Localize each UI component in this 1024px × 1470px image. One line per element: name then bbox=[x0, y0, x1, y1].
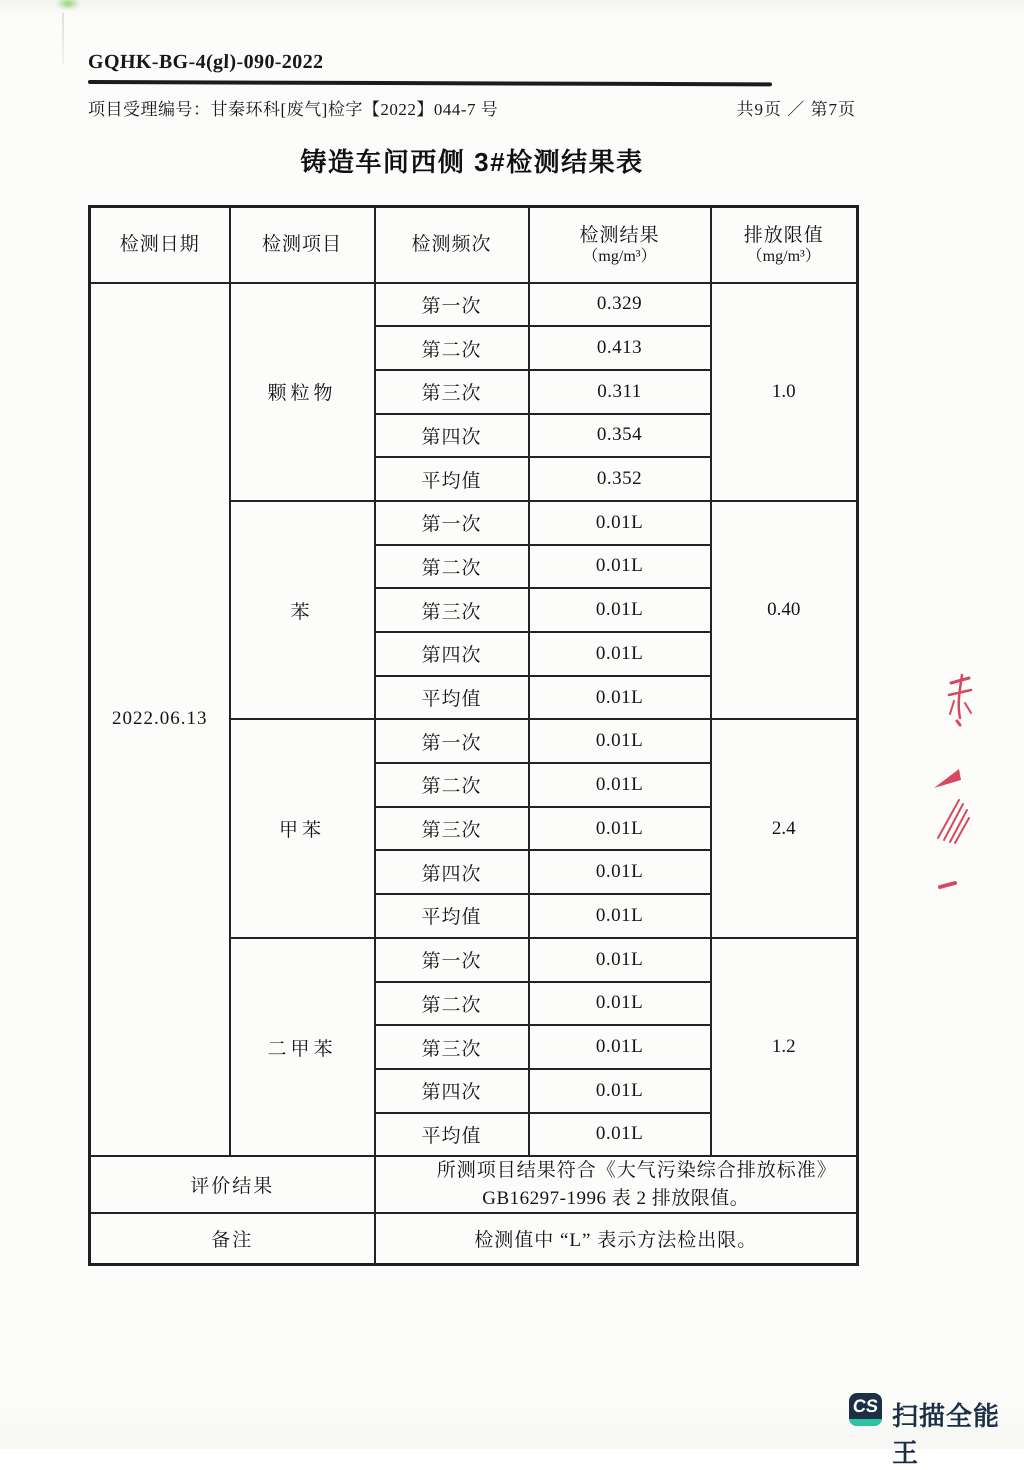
col-header-result-label: 检测结果 bbox=[579, 225, 660, 247]
scan-artifact-green-smudge bbox=[56, 0, 80, 10]
result-cell: 0.01L bbox=[529, 545, 711, 589]
result-cell: 0.01L bbox=[529, 719, 711, 763]
freq-cell: 第一次 bbox=[375, 719, 529, 763]
col-header-item bbox=[230, 207, 375, 283]
result-cell: 0.01L bbox=[529, 894, 711, 938]
camscanner-logo-teal-strip bbox=[849, 1419, 882, 1426]
freq-cell: 第四次 bbox=[375, 632, 529, 676]
evaluation-label: 评价结果 bbox=[90, 1156, 375, 1213]
item-cell-particulate: 颗粒物 bbox=[230, 283, 375, 501]
freq-cell: 第四次 bbox=[375, 414, 529, 458]
col-header-frequency-label: 检测频次 bbox=[411, 233, 492, 255]
result-cell: 0.352 bbox=[529, 457, 711, 501]
result-cell: 0.01L bbox=[529, 850, 711, 894]
freq-cell: 第二次 bbox=[375, 545, 529, 589]
col-header-limit-label: 排放限值 bbox=[743, 225, 824, 247]
result-cell: 0.01L bbox=[529, 938, 711, 982]
freq-cell: 第三次 bbox=[375, 1025, 529, 1069]
freq-cell: 第四次 bbox=[375, 850, 529, 894]
evaluation-content bbox=[375, 1156, 858, 1213]
result-cell: 0.01L bbox=[529, 807, 711, 851]
limit-cell-particulate: 1.0 bbox=[711, 283, 858, 501]
limit-cell-toluene: 2.4 bbox=[711, 719, 858, 937]
col-header-item-label: 检测项目 bbox=[261, 233, 342, 255]
item-cell-toluene: 甲苯 bbox=[230, 719, 375, 937]
col-header-limit bbox=[711, 207, 858, 283]
freq-cell: 第二次 bbox=[375, 326, 529, 370]
col-header-result bbox=[529, 207, 711, 283]
results-table bbox=[88, 205, 859, 1266]
evaluation-line-1: 所测项目结果符合《大气污染综合排放标准》 bbox=[436, 1160, 837, 1182]
freq-cell: 第三次 bbox=[375, 588, 529, 632]
freq-cell: 第一次 bbox=[375, 283, 529, 327]
result-cell: 0.01L bbox=[529, 632, 711, 676]
col-header-result-unit: （mg/m³） bbox=[582, 247, 657, 265]
freq-cell: 第二次 bbox=[375, 982, 529, 1026]
remark-content: 检测值中 “L” 表示方法检出限。 bbox=[375, 1213, 858, 1264]
table-row bbox=[90, 283, 858, 327]
freq-cell: 第一次 bbox=[375, 501, 529, 545]
doc-code: GQHK-BG-4(gl)-090-2022 bbox=[87, 51, 324, 73]
result-cell: 0.354 bbox=[529, 414, 711, 458]
date-cell: 2022.06.13 bbox=[90, 283, 230, 1157]
camscanner-logo-text: CS bbox=[851, 1396, 880, 1416]
result-cell: 0.311 bbox=[529, 370, 711, 414]
result-cell: 0.329 bbox=[529, 283, 711, 327]
red-stamp-fragment bbox=[924, 668, 994, 903]
col-header-date-label: 检测日期 bbox=[119, 233, 200, 255]
result-cell: 0.01L bbox=[529, 982, 711, 1026]
result-cell: 0.01L bbox=[529, 1025, 711, 1069]
freq-cell: 第一次 bbox=[375, 938, 529, 982]
item-cell-xylene: 二甲苯 bbox=[230, 938, 375, 1156]
freq-cell: 平均值 bbox=[375, 676, 529, 720]
scan-artifact-fold-line bbox=[62, 13, 64, 65]
table-header-row bbox=[90, 207, 858, 283]
item-cell-benzene: 苯 bbox=[230, 501, 375, 719]
evaluation-row bbox=[90, 1156, 858, 1213]
page-indicator: 共9页 ／ 第7页 bbox=[736, 100, 856, 119]
freq-cell: 第三次 bbox=[375, 807, 529, 851]
remark-label: 备注 bbox=[90, 1213, 375, 1264]
col-header-date bbox=[90, 207, 230, 283]
freq-cell: 平均值 bbox=[375, 894, 529, 938]
result-cell: 0.01L bbox=[529, 501, 711, 545]
col-header-frequency bbox=[375, 207, 529, 283]
result-cell: 0.01L bbox=[529, 763, 711, 807]
col-header-limit-unit: （mg/m³） bbox=[746, 247, 821, 265]
result-cell: 0.01L bbox=[529, 588, 711, 632]
camscanner-brand-name: 扫描全能王 bbox=[892, 1401, 1001, 1468]
header-rule bbox=[88, 80, 772, 86]
result-cell: 0.01L bbox=[529, 1113, 711, 1157]
result-cell: 0.01L bbox=[529, 1069, 711, 1113]
remark-row bbox=[90, 1213, 858, 1264]
limit-cell-xylene: 1.2 bbox=[711, 938, 858, 1156]
freq-cell: 平均值 bbox=[375, 1113, 529, 1157]
evaluation-line-2: GB16297-1996 表 2 排放限值。 bbox=[482, 1187, 750, 1209]
freq-cell: 第二次 bbox=[375, 763, 529, 807]
result-cell: 0.01L bbox=[529, 676, 711, 720]
camscanner-logo-icon bbox=[849, 1393, 882, 1426]
result-cell: 0.413 bbox=[529, 326, 711, 370]
acceptance-number: 项目受理编号：甘秦环科[废气]检字【2022】044-7 号 bbox=[88, 100, 499, 119]
limit-cell-benzene: 0.40 bbox=[711, 501, 858, 719]
freq-cell: 平均值 bbox=[375, 457, 529, 501]
page-title: 铸造车间西侧 3#检测结果表 bbox=[300, 147, 644, 177]
freq-cell: 第三次 bbox=[375, 370, 529, 414]
freq-cell: 第四次 bbox=[375, 1069, 529, 1113]
